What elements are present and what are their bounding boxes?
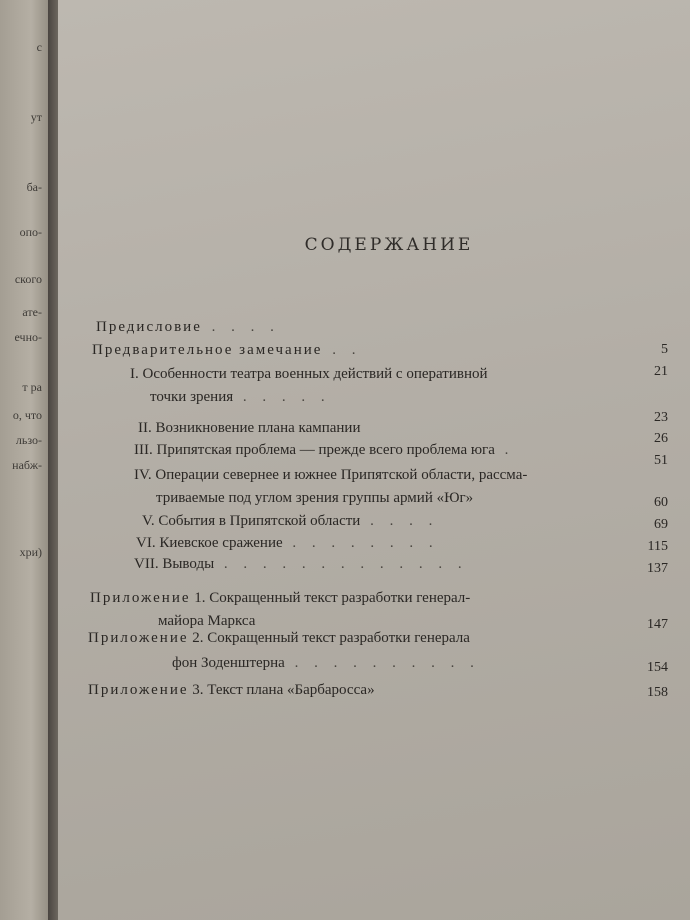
leader-dots: . . . . . . . . . . — [284, 655, 480, 671]
toc-entry-label: 2. Сокращенный текст разработки генерала — [192, 630, 470, 646]
left-page-fragment: с — [36, 40, 42, 54]
toc-entry-chapter-2: II. Возникновение плана кампании — [138, 420, 361, 436]
toc-entry-chapter-1: I. Особенности театра военных действий с оперативной — [130, 366, 488, 382]
page-number: 60 — [654, 495, 668, 510]
leader-dots: . — [494, 442, 515, 458]
toc-entry-label: VII. Выводы — [134, 556, 215, 572]
left-page-fragment: набж- — [12, 458, 42, 472]
page-number: 21 — [654, 364, 668, 379]
left-page-fragment: ечно- — [14, 330, 42, 344]
page-number: 137 — [647, 561, 668, 576]
toc-entry-label: 1. Сокращенный текст разработки генерал- — [194, 590, 471, 606]
page-number: 154 — [647, 660, 668, 675]
leader-dots: . . . . . . . . — [282, 535, 439, 551]
toc-entry-label: Предварительное замечание — [92, 342, 323, 358]
toc-entry-chapter-5 — [142, 513, 438, 530]
page-number: 158 — [647, 685, 668, 700]
left-page-fragment: опо- — [19, 225, 42, 239]
page-number: 23 — [654, 410, 668, 425]
page-number: 5 — [661, 342, 668, 357]
left-page-fragment: о, что — [12, 408, 42, 422]
toc-entry-appendix-1 — [90, 590, 470, 607]
toc-entry-chapter-3 — [134, 442, 514, 459]
toc-entry-chapter-7 — [134, 556, 468, 573]
toc-entry-label: V. События в Припятской области — [142, 513, 361, 529]
left-page-fragment: ского — [14, 272, 42, 286]
toc-entry-label: III. Припятская проблема — прежде всего проблема юга — [134, 442, 495, 458]
page-number: 147 — [647, 617, 668, 632]
left-page-fragment: хри) — [19, 545, 42, 559]
page-number: 26 — [654, 431, 668, 446]
contents-page — [58, 0, 690, 920]
toc-entry-label: точки зрения — [150, 389, 234, 405]
toc-entry-label: 3. Текст плана «Барбаросса» — [192, 682, 375, 698]
toc-entry-chapter-1-continued — [150, 389, 331, 406]
leader-dots: . . . . . . . . . . . . . — [214, 556, 468, 572]
toc-entry-label: фон Зоденштерна — [172, 655, 285, 671]
toc-entry-preface — [96, 319, 280, 336]
toc-entry-appendix-2 — [88, 630, 470, 647]
left-page-fragment: ате- — [22, 305, 42, 319]
leader-dots: . . . . — [201, 319, 280, 335]
toc-entry-label: Предисловие — [96, 319, 202, 335]
toc-entry-label: VI. Киевское сражение — [136, 535, 283, 551]
left-page-fragment: ут — [30, 110, 42, 124]
toc-entry-chapter-4: IV. Операции севернее и южнее Припятской области, рассма- — [134, 467, 528, 483]
left-page-fragment: т ра — [22, 380, 42, 394]
appendix-label: Приложение — [90, 590, 191, 606]
toc-entry-chapter-4-continued: триваемые под углом зрения группы армий «Юг» — [156, 490, 474, 506]
toc-entry-preliminary — [92, 342, 361, 359]
left-page-fragment: льзо- — [15, 433, 42, 447]
page-title: СОДЕРЖАНИЕ — [304, 235, 474, 255]
leader-dots: . . — [322, 342, 362, 358]
table-of-contents — [58, 0, 690, 920]
appendix-label: Приложение — [88, 682, 189, 698]
toc-entry-appendix-1-continued: майора Маркса — [158, 613, 256, 629]
toc-entry-appendix-3 — [88, 682, 375, 699]
toc-entry-chapter-6 — [136, 535, 439, 552]
left-page-edge — [0, 0, 52, 920]
page-number: 69 — [654, 517, 668, 532]
leader-dots: . . . . . — [233, 389, 331, 405]
leader-dots: . . . . — [360, 513, 439, 529]
left-page-fragment: ба- — [26, 180, 42, 194]
page-number: 115 — [647, 539, 668, 554]
appendix-label: Приложение — [88, 630, 189, 646]
toc-entry-appendix-2-continued — [172, 655, 480, 672]
page-number: 51 — [654, 453, 668, 468]
